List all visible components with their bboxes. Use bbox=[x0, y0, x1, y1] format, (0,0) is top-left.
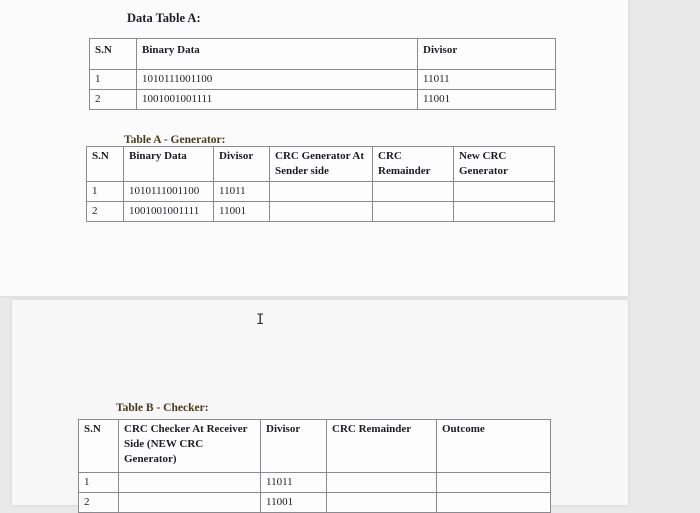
cell-crc-generator bbox=[270, 182, 373, 202]
header-binary-data: Binary Data bbox=[137, 39, 418, 70]
cell-binary-data: 1001001001111 bbox=[124, 202, 214, 222]
table-row bbox=[87, 202, 555, 222]
cell-crc-generator bbox=[270, 202, 373, 222]
header-crc-checker: CRC Checker At Receiver Side (NEW CRC Generator) bbox=[119, 420, 261, 473]
cell-sn: 2 bbox=[87, 202, 124, 222]
table-row bbox=[79, 493, 551, 513]
generator-table bbox=[86, 146, 555, 222]
text-cursor-icon: I bbox=[256, 312, 265, 328]
table-checker-title: Table B - Checker: bbox=[116, 402, 209, 414]
cell-binary-data: 1010111001100 bbox=[137, 70, 418, 90]
header-divisor: Divisor bbox=[214, 147, 270, 182]
header-divisor: Divisor bbox=[261, 420, 327, 473]
table-row bbox=[90, 70, 556, 90]
table-a-title: Data Table A: bbox=[127, 11, 201, 25]
cell-binary-data: 1001001001111 bbox=[137, 90, 418, 110]
cell-binary-data: 1010111001100 bbox=[124, 182, 214, 202]
cell-outcome bbox=[437, 473, 551, 493]
table-row bbox=[90, 90, 556, 110]
table-header-row bbox=[79, 420, 551, 473]
cell-divisor: 11001 bbox=[418, 90, 556, 110]
header-crc-remainder: CRC Remainder bbox=[327, 420, 437, 473]
header-outcome: Outcome bbox=[437, 420, 551, 473]
cell-new-crc-generator bbox=[454, 202, 555, 222]
cell-crc-remainder bbox=[373, 202, 454, 222]
table-row bbox=[87, 182, 555, 202]
header-crc-remainder: CRC Remainder bbox=[373, 147, 454, 182]
header-sn: S.N bbox=[87, 147, 124, 182]
cell-sn: 1 bbox=[79, 473, 119, 493]
cell-new-crc-generator bbox=[454, 182, 555, 202]
table-row bbox=[79, 473, 551, 493]
cell-sn: 2 bbox=[79, 493, 119, 513]
cell-divisor: 11011 bbox=[214, 182, 270, 202]
cell-crc-remainder bbox=[327, 493, 437, 513]
header-crc-generator: CRC Generator At Sender side bbox=[270, 147, 373, 182]
cell-divisor: 11011 bbox=[261, 473, 327, 493]
cell-crc-remainder bbox=[373, 182, 454, 202]
header-binary-data: Binary Data bbox=[124, 147, 214, 182]
cell-sn: 1 bbox=[87, 182, 124, 202]
cell-sn: 2 bbox=[90, 90, 137, 110]
header-sn: S.N bbox=[90, 39, 137, 70]
cell-crc-remainder bbox=[327, 473, 437, 493]
cell-crc-checker bbox=[119, 473, 261, 493]
cell-sn: 1 bbox=[90, 70, 137, 90]
table-header-row bbox=[90, 39, 556, 70]
table-header-row bbox=[87, 147, 555, 182]
header-sn: S.N bbox=[79, 420, 119, 473]
header-new-crc-generator: New CRC Generator bbox=[454, 147, 555, 182]
cell-outcome bbox=[437, 493, 551, 513]
table-generator-title: Table A - Generator: bbox=[124, 134, 226, 146]
cell-divisor: 11011 bbox=[418, 70, 556, 90]
header-divisor: Divisor bbox=[418, 39, 556, 70]
cell-divisor: 11001 bbox=[261, 493, 327, 513]
checker-table bbox=[78, 419, 551, 513]
cell-crc-checker bbox=[119, 493, 261, 513]
data-table-a bbox=[89, 38, 556, 110]
cell-divisor: 11001 bbox=[214, 202, 270, 222]
